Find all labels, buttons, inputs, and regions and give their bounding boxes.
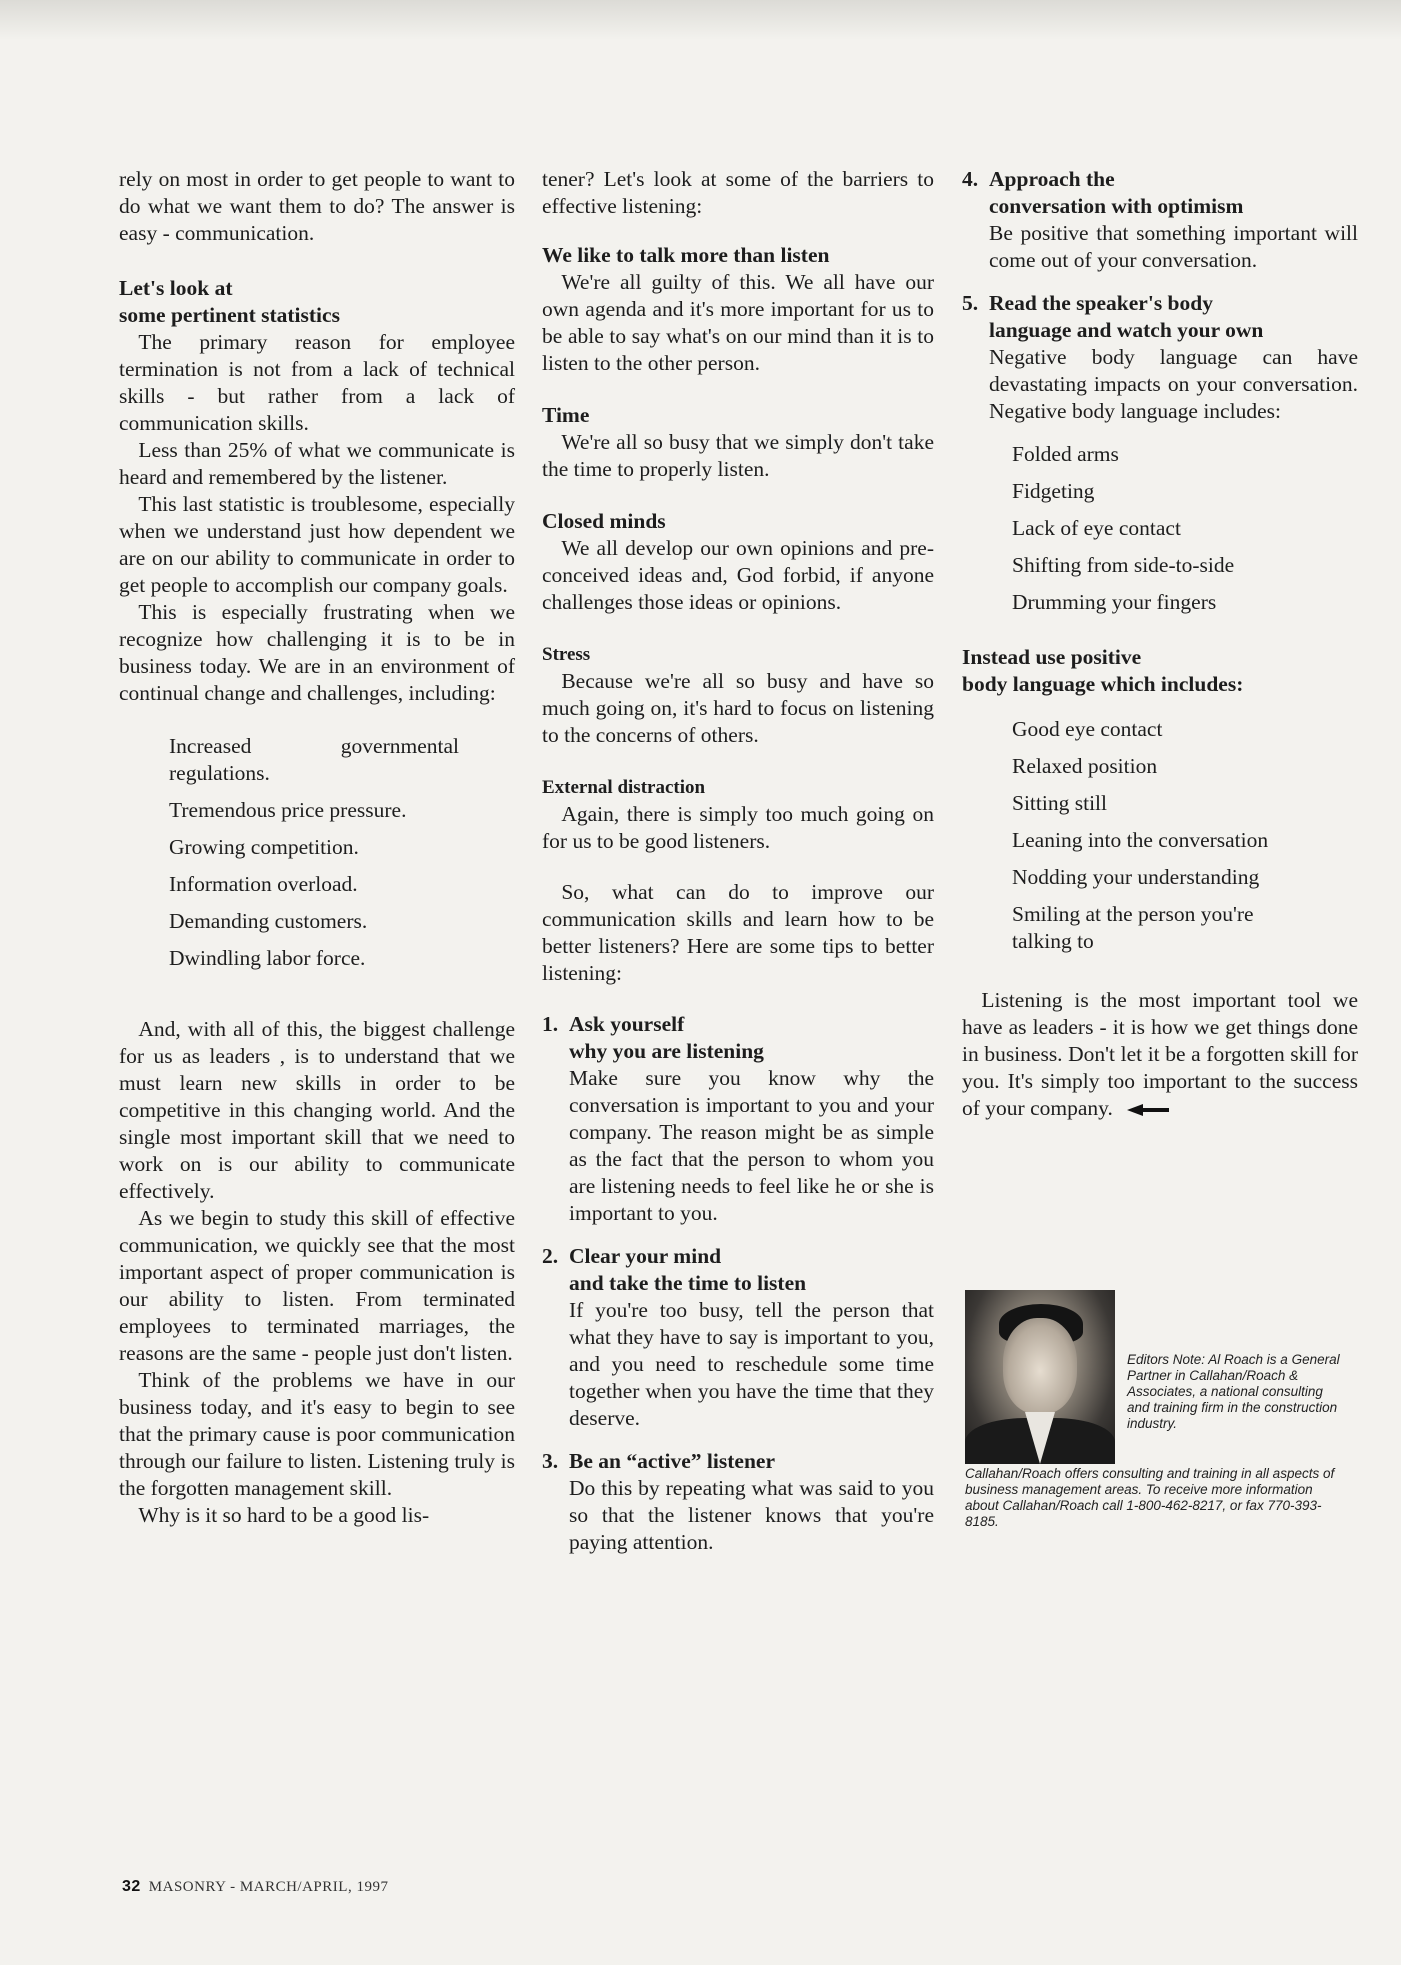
list-item: Nodding your understanding xyxy=(1012,865,1260,889)
tip-number: 4. xyxy=(962,167,979,191)
tip-5-title xyxy=(962,290,1358,317)
list-item: Increased governmental regulations. xyxy=(169,734,459,785)
tip-3-title xyxy=(542,1448,934,1475)
heading-positive xyxy=(962,644,1358,698)
tip-4-title xyxy=(962,166,1358,193)
positive-body-language-list xyxy=(1012,716,1358,955)
list-item: Information overload. xyxy=(169,872,358,896)
tip-body: Be positive that something important will come out of your conversation. xyxy=(989,221,1358,272)
tip-number: 3. xyxy=(542,1449,559,1473)
paragraph-statistic-3: This last statistic is troublesome, especially when we understand just how dependent we are on our ability to communicate in order to get people to accomplish our company goals. xyxy=(119,492,515,597)
tip-2-title xyxy=(542,1243,934,1270)
heading-statistics-line1: Let's look at xyxy=(119,276,233,300)
tip-body: If you're too busy, tell the person that what they have to say is important to you, and you need to reschedule some time together when you have the time that they deserve. xyxy=(569,1298,934,1430)
list-item: Fidgeting xyxy=(1012,479,1095,503)
tip-5 xyxy=(962,290,1358,425)
barrier-body-4: Because we're all so busy and have so much going on, it's hard to focus on listening to the concerns of others. xyxy=(542,669,934,747)
list-item: Lack of eye contact xyxy=(1012,516,1181,540)
barrier-heading-5: External distraction xyxy=(542,777,706,798)
tip-number: 5. xyxy=(962,291,979,315)
tips-list xyxy=(542,1011,934,1556)
list-item: Dwindling labor force. xyxy=(169,946,366,970)
negative-body-language-list xyxy=(1012,441,1358,616)
tip-title-line2: conversation with optimism xyxy=(989,194,1244,218)
barrier-heading-2: Time xyxy=(542,403,590,427)
heading-statistics xyxy=(119,275,515,329)
list-item: Smiling at the person you're talking to xyxy=(1012,902,1254,953)
paragraph-closing xyxy=(962,987,1358,1122)
paragraph-statistic-2: Less than 25% of what we communicate is heard and remembered by the listener. xyxy=(119,438,515,489)
paragraph-biggest-challenge: And, with all of this, the biggest challenge for us as leaders , is to understand that we must learn new skills in order to be competitive in this changing world. And the single most important skill that we need to work on is our ability to communicate effectively. xyxy=(119,1017,515,1203)
paragraph-study: As we begin to study this skill of effective communication, we quickly see that the most important aspect of proper communication is our ability to listen. From terminated employees to terminated marriages, the reasons are the same - people just don't listen. xyxy=(119,1206,515,1365)
paragraph-statistic-1: The primary reason for employee termination is not from a lack of technical skills - but rather from a lack of communication skills. xyxy=(119,330,515,435)
scan-edge xyxy=(0,0,1401,40)
barrier-heading-4: Stress xyxy=(542,644,591,665)
list-item: Relaxed position xyxy=(1012,754,1158,778)
paragraph-continuation: tener? Let's look at some of the barriers to effective listening: xyxy=(542,167,934,218)
paragraph-problems: Think of the problems we have in our business today, and it's easy to begin to see that the primary cause is poor communication through our failure to listen. Listening truly is the forgotten management skill. xyxy=(119,1368,515,1500)
company-caption: Callahan/Roach offers consulting and training in all aspects of business management areas. To receive more information about Callahan/Roach call 1-800-462-8217, or fax 770-393-8185. xyxy=(965,1466,1335,1529)
paragraph-improve: So, what can do to improve our communication skills and learn how to be better listeners? Here are some tips to better listening: xyxy=(542,880,934,985)
column-2 xyxy=(542,166,934,1572)
tip-number: 2. xyxy=(542,1244,559,1268)
heading-positive-line2: body language which includes: xyxy=(962,672,1244,696)
list-item: Demanding customers. xyxy=(169,909,368,933)
tip-3 xyxy=(542,1448,934,1556)
column-1 xyxy=(119,166,515,1529)
list-item: Tremendous price pressure. xyxy=(169,798,407,822)
paragraph-closing-text: Listening is the most important tool we have as leaders - it is how we get things done in business. Don't let it be a forgotten skill for you. It's simply too important to the success of your company. xyxy=(962,988,1358,1120)
list-item: Shifting from side-to-side xyxy=(1012,553,1235,577)
tip-title-line1: Read the speaker's body xyxy=(989,291,1213,315)
tip-body: Do this by repeating what was said to you so that the listener knows that you're paying attention. xyxy=(569,1476,934,1554)
barrier-heading-1: We like to talk more than listen xyxy=(542,243,830,267)
paragraph-statistic-4: This is especially frustrating when we recognize how challenging it is to be in business today. We are in an environment of continual change and challenges, including: xyxy=(119,600,515,705)
barrier-body-1: We're all guilty of this. We all have our own agenda and it's more important for us to be able to say what's on our mind than it is to listen to the other person. xyxy=(542,270,934,375)
publication-info: MASONRY - MARCH/APRIL, 1997 xyxy=(148,1879,389,1895)
barrier-body-3: We all develop our own opinions and pre-conceived ideas and, God forbid, if anyone challenges those ideas or opinions. xyxy=(542,536,934,614)
tip-body: Negative body language can have devastating impacts on your conversation. Negative body language includes: xyxy=(989,345,1358,423)
barrier-body-2: We're all so busy that we simply don't take the time to properly listen. xyxy=(542,430,934,481)
tip-title-line1: Ask yourself xyxy=(569,1012,685,1036)
page-footer xyxy=(122,1878,388,1896)
tip-title-line2: and take the time to listen xyxy=(569,1271,807,1295)
tip-title-line1: Be an “active” listener xyxy=(569,1449,775,1473)
tip-4 xyxy=(962,166,1358,274)
author-caption: Editors Note: Al Roach is a General Partner in Callahan/Roach & Associates, a national consulting and training firm in the construction industry. xyxy=(1127,1352,1340,1431)
barrier-heading-3: Closed minds xyxy=(542,509,666,533)
tip-1-title xyxy=(542,1011,934,1038)
tip-2 xyxy=(542,1243,934,1432)
tip-title-line1: Clear your mind xyxy=(569,1244,722,1268)
end-of-article-icon xyxy=(1127,1104,1169,1116)
list-item: Leaning into the conversation xyxy=(1012,828,1269,852)
tips-list-continued xyxy=(962,166,1358,425)
heading-statistics-line2: some pertinent statistics xyxy=(119,303,340,327)
list-item: Folded arms xyxy=(1012,442,1119,466)
list-item: Growing competition. xyxy=(169,835,359,859)
heading-positive-line1: Instead use positive xyxy=(962,645,1142,669)
barrier-body-5: Again, there is simply too much going on for us to be good listeners. xyxy=(542,802,934,853)
tip-title-line2: why you are listening xyxy=(569,1039,764,1063)
tip-number: 1. xyxy=(542,1012,559,1036)
list-item: Drumming your fingers xyxy=(1012,590,1217,614)
list-item: Sitting still xyxy=(1012,791,1107,815)
page-number: 32 xyxy=(122,1878,141,1895)
tip-title-line1: Approach the xyxy=(989,167,1115,191)
tip-title-line2: language and watch your own xyxy=(989,318,1264,342)
tip-1 xyxy=(542,1011,934,1227)
challenges-list xyxy=(169,733,515,972)
column-3 xyxy=(962,166,1358,1122)
paragraph-why: Why is it so hard to be a good lis- xyxy=(138,1503,430,1527)
paragraph-opening: rely on most in order to get people to want to do what we want them to do? The answer is easy - communication. xyxy=(119,167,515,245)
tip-body: Make sure you know why the conversation is important to you and your company. The reason might be as simple as the fact that the person to whom you are listening needs to feel like he or she is important to you. xyxy=(569,1066,934,1225)
author-photo xyxy=(965,1290,1115,1464)
list-item: Good eye contact xyxy=(1012,717,1163,741)
